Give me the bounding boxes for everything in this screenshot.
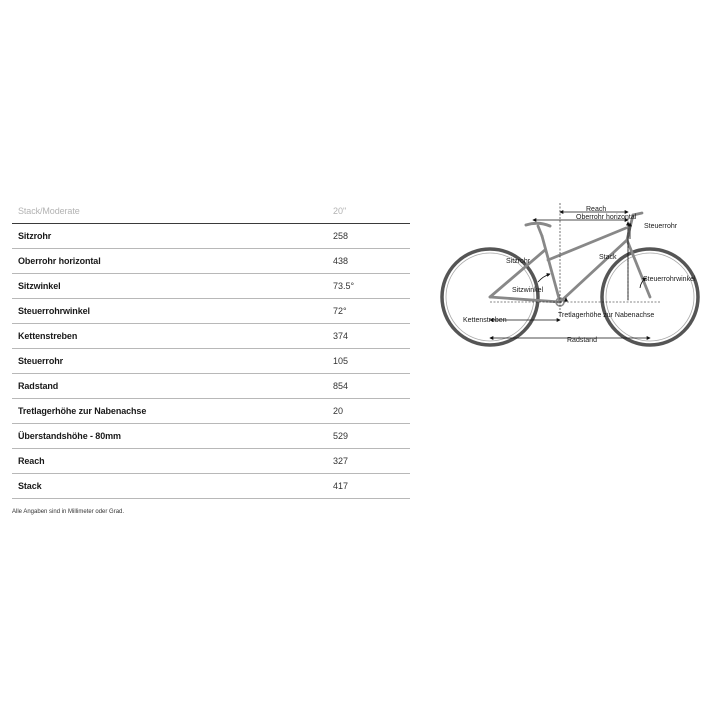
row-label: Sitzwinkel [18,281,61,291]
row-label: Kettenstreben [18,331,78,341]
label-steuerrohr: Steuerrohr [644,223,678,230]
row-label: Radstand [18,381,59,391]
row-label: Reach [18,456,45,466]
row-label: Steuerrohr [18,356,64,366]
header-size: 20" [333,206,347,216]
table-row [12,349,410,374]
row-label: Oberrohr horizontal [18,256,101,266]
row-label: Stack [18,481,42,491]
table-header-row [12,199,410,224]
label-sitzrohr: Sitzrohr [506,258,531,265]
label-tretlagerhoehe: Tretlagerhöhe zur Nabenachse [558,312,655,319]
row-value: 258 [333,231,349,241]
bike-geometry-diagram [430,190,710,360]
row-label: Steuerrohrwinkel [18,306,90,316]
table-row [12,249,410,274]
geometry-table [12,199,410,499]
row-value: 374 [333,331,349,341]
table-row [12,224,410,249]
row-value: 327 [333,456,349,466]
row-value: 854 [333,381,349,391]
label-sitzwinkel: Sitzwinkel [512,287,544,294]
row-value: 72° [333,306,347,316]
row-label: Überstandshöhe - 80mm [18,431,121,441]
table-row [12,274,410,299]
label-stack: Stack [599,254,617,261]
row-value: 417 [333,481,349,491]
row-value: 438 [333,256,349,266]
table-row [12,299,410,324]
table-row [12,374,410,399]
row-label: Tretlagerhöhe zur Nabenachse [18,406,147,416]
row-value: 73.5° [333,281,355,291]
row-label: Sitzrohr [18,231,52,241]
row-value: 20 [333,406,344,416]
table-row [12,424,410,449]
table-row [12,324,410,349]
label-radstand: Radstand [567,337,597,344]
row-value: 529 [333,431,349,441]
label-reach: Reach [586,206,607,213]
header-label: Stack/Moderate [18,206,80,216]
table-row [12,449,410,474]
row-value: 105 [333,356,349,366]
label-oberrohr-horizontal: Oberrohr horizontal [576,214,637,221]
table-row [12,474,410,499]
table-row [12,399,410,424]
footnote: Alle Angaben sind in Millimeter oder Grad. [12,509,125,515]
label-kettenstreben: Kettenstreben [463,317,507,324]
label-steuerrohrwinkel: Steuerrohrwinkel [643,276,696,283]
